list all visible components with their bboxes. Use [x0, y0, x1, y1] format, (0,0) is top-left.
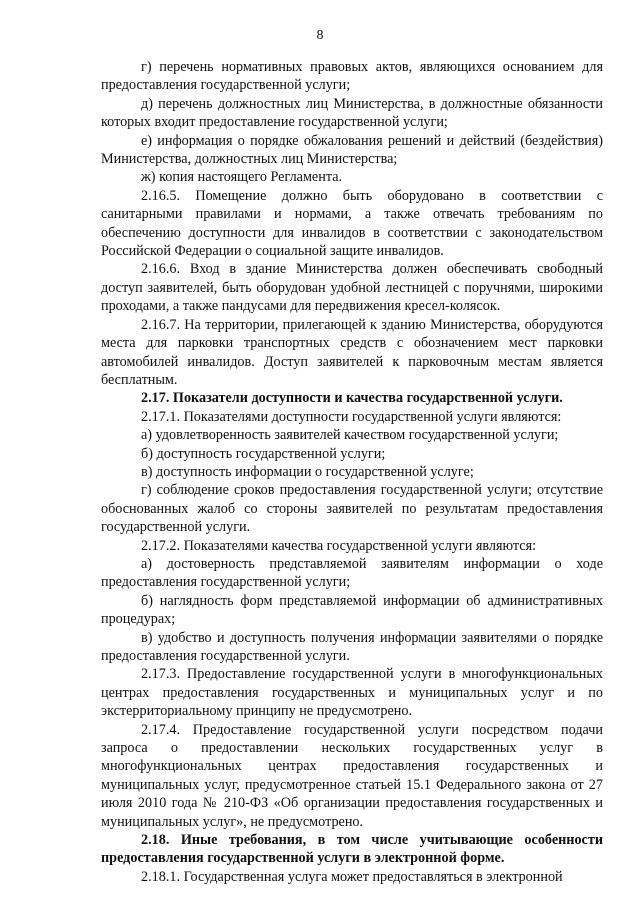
paragraph-list-item-v2: в) удобство и доступность получения информации заявителями о порядке предоставления государственной услуги.	[101, 629, 603, 664]
paragraph-list-item-b: б) доступность государственной услуги;	[141, 445, 386, 462]
paragraph-2-18-1: 2.18.1. Государственная услуга может предоставляться в электронной	[141, 868, 563, 885]
document-body	[101, 58, 603, 886]
page-number: 8	[316, 28, 324, 43]
paragraph-2-16-6: 2.16.6. Вход в здание Министерства должен обеспечивать свободный доступ заявителей, быть оборудован удобной лестницей с поручнями, широкими проходами, а также пандусами для передвижения кресел-колясок.	[101, 261, 603, 315]
paragraph-2-17-4: 2.17.4. Предоставление государственной услуги посредством подачи запроса о предоставлении нескольких государственных услуг в многофункциональных центрах предоставления государственных и муниципальных услуг, предусмотренное статьей 15.1 Федерального закона от 27 июля 2010 года № 210-ФЗ «Об организации предоставления государственных и муниципальных услуг», не предусмотрено.	[101, 721, 603, 830]
paragraph-list-item-g2: г) соблюдение сроков предоставления государственной услуги; отсутствие обоснованных жалоб со стороны заявителей по результатам предоставления государственной услуги.	[101, 482, 603, 536]
paragraph-2-17-3: 2.17.3. Предоставление государственной услуги в многофункциональных центрах предоставления государственных и муниципальных услуг и по экстерриториальному принципу не предусмотрено.	[101, 666, 603, 720]
paragraph-2-17-2: 2.17.2. Показателями качества государственной услуги являются:	[141, 537, 537, 554]
paragraph-list-item-v: в) доступность информации о государственной услуге;	[141, 463, 474, 480]
paragraph-list-item-zh: ж) копия настоящего Регламента.	[141, 169, 343, 186]
paragraph-list-item-e: е) информация о порядке обжалования решений и действий (бездействия) Министерства, должностных лиц Министерства;	[101, 132, 603, 168]
paragraph-list-item-a: а) удовлетворенность заявителей качеством государственной услуги;	[141, 427, 559, 444]
paragraph-list-item-d: д) перечень должностных лиц Министерства, в должностные обязанности которых входит предоставление государственной услуги;	[101, 95, 603, 131]
section-heading-2-17: 2.17. Показатели доступности и качества государственной услуги.	[141, 390, 563, 407]
paragraph-2-16-5: 2.16.5. Помещение должно быть оборудовано в соответствии с санитарными правилами и нормами, а также отвечать требованиям по обеспечению доступности для инвалидов в соответствии с законодательством Российской Федерации о социальной защите инвалидов.	[101, 187, 603, 260]
paragraph-list-item-b2: б) наглядность форм представляемой информации об административных процедурах;	[101, 592, 603, 628]
section-heading-2-18: 2.18. Иные требования, в том числе учитывающие особенности предоставления государственной услуги в электронной форме.	[101, 832, 603, 867]
paragraph-list-item-g: г) перечень нормативных правовых актов, являющихся основанием для предоставления государственной услуги;	[101, 59, 603, 94]
paragraph-list-item-a2: а) достоверность представляемой заявителям информации о ходе предоставления государственной услуги;	[101, 555, 603, 591]
paragraph-2-17-1: 2.17.1. Показателями доступности государственной услуги являются:	[141, 408, 562, 425]
paragraph-2-16-7: 2.16.7. На территории, прилегающей к зданию Министерства, оборудуются места для парковки транспортных средств с обозначением мест парковки автомобилей инвалидов. Доступ заявителей к парковочным местам является бесплатным.	[101, 316, 603, 388]
